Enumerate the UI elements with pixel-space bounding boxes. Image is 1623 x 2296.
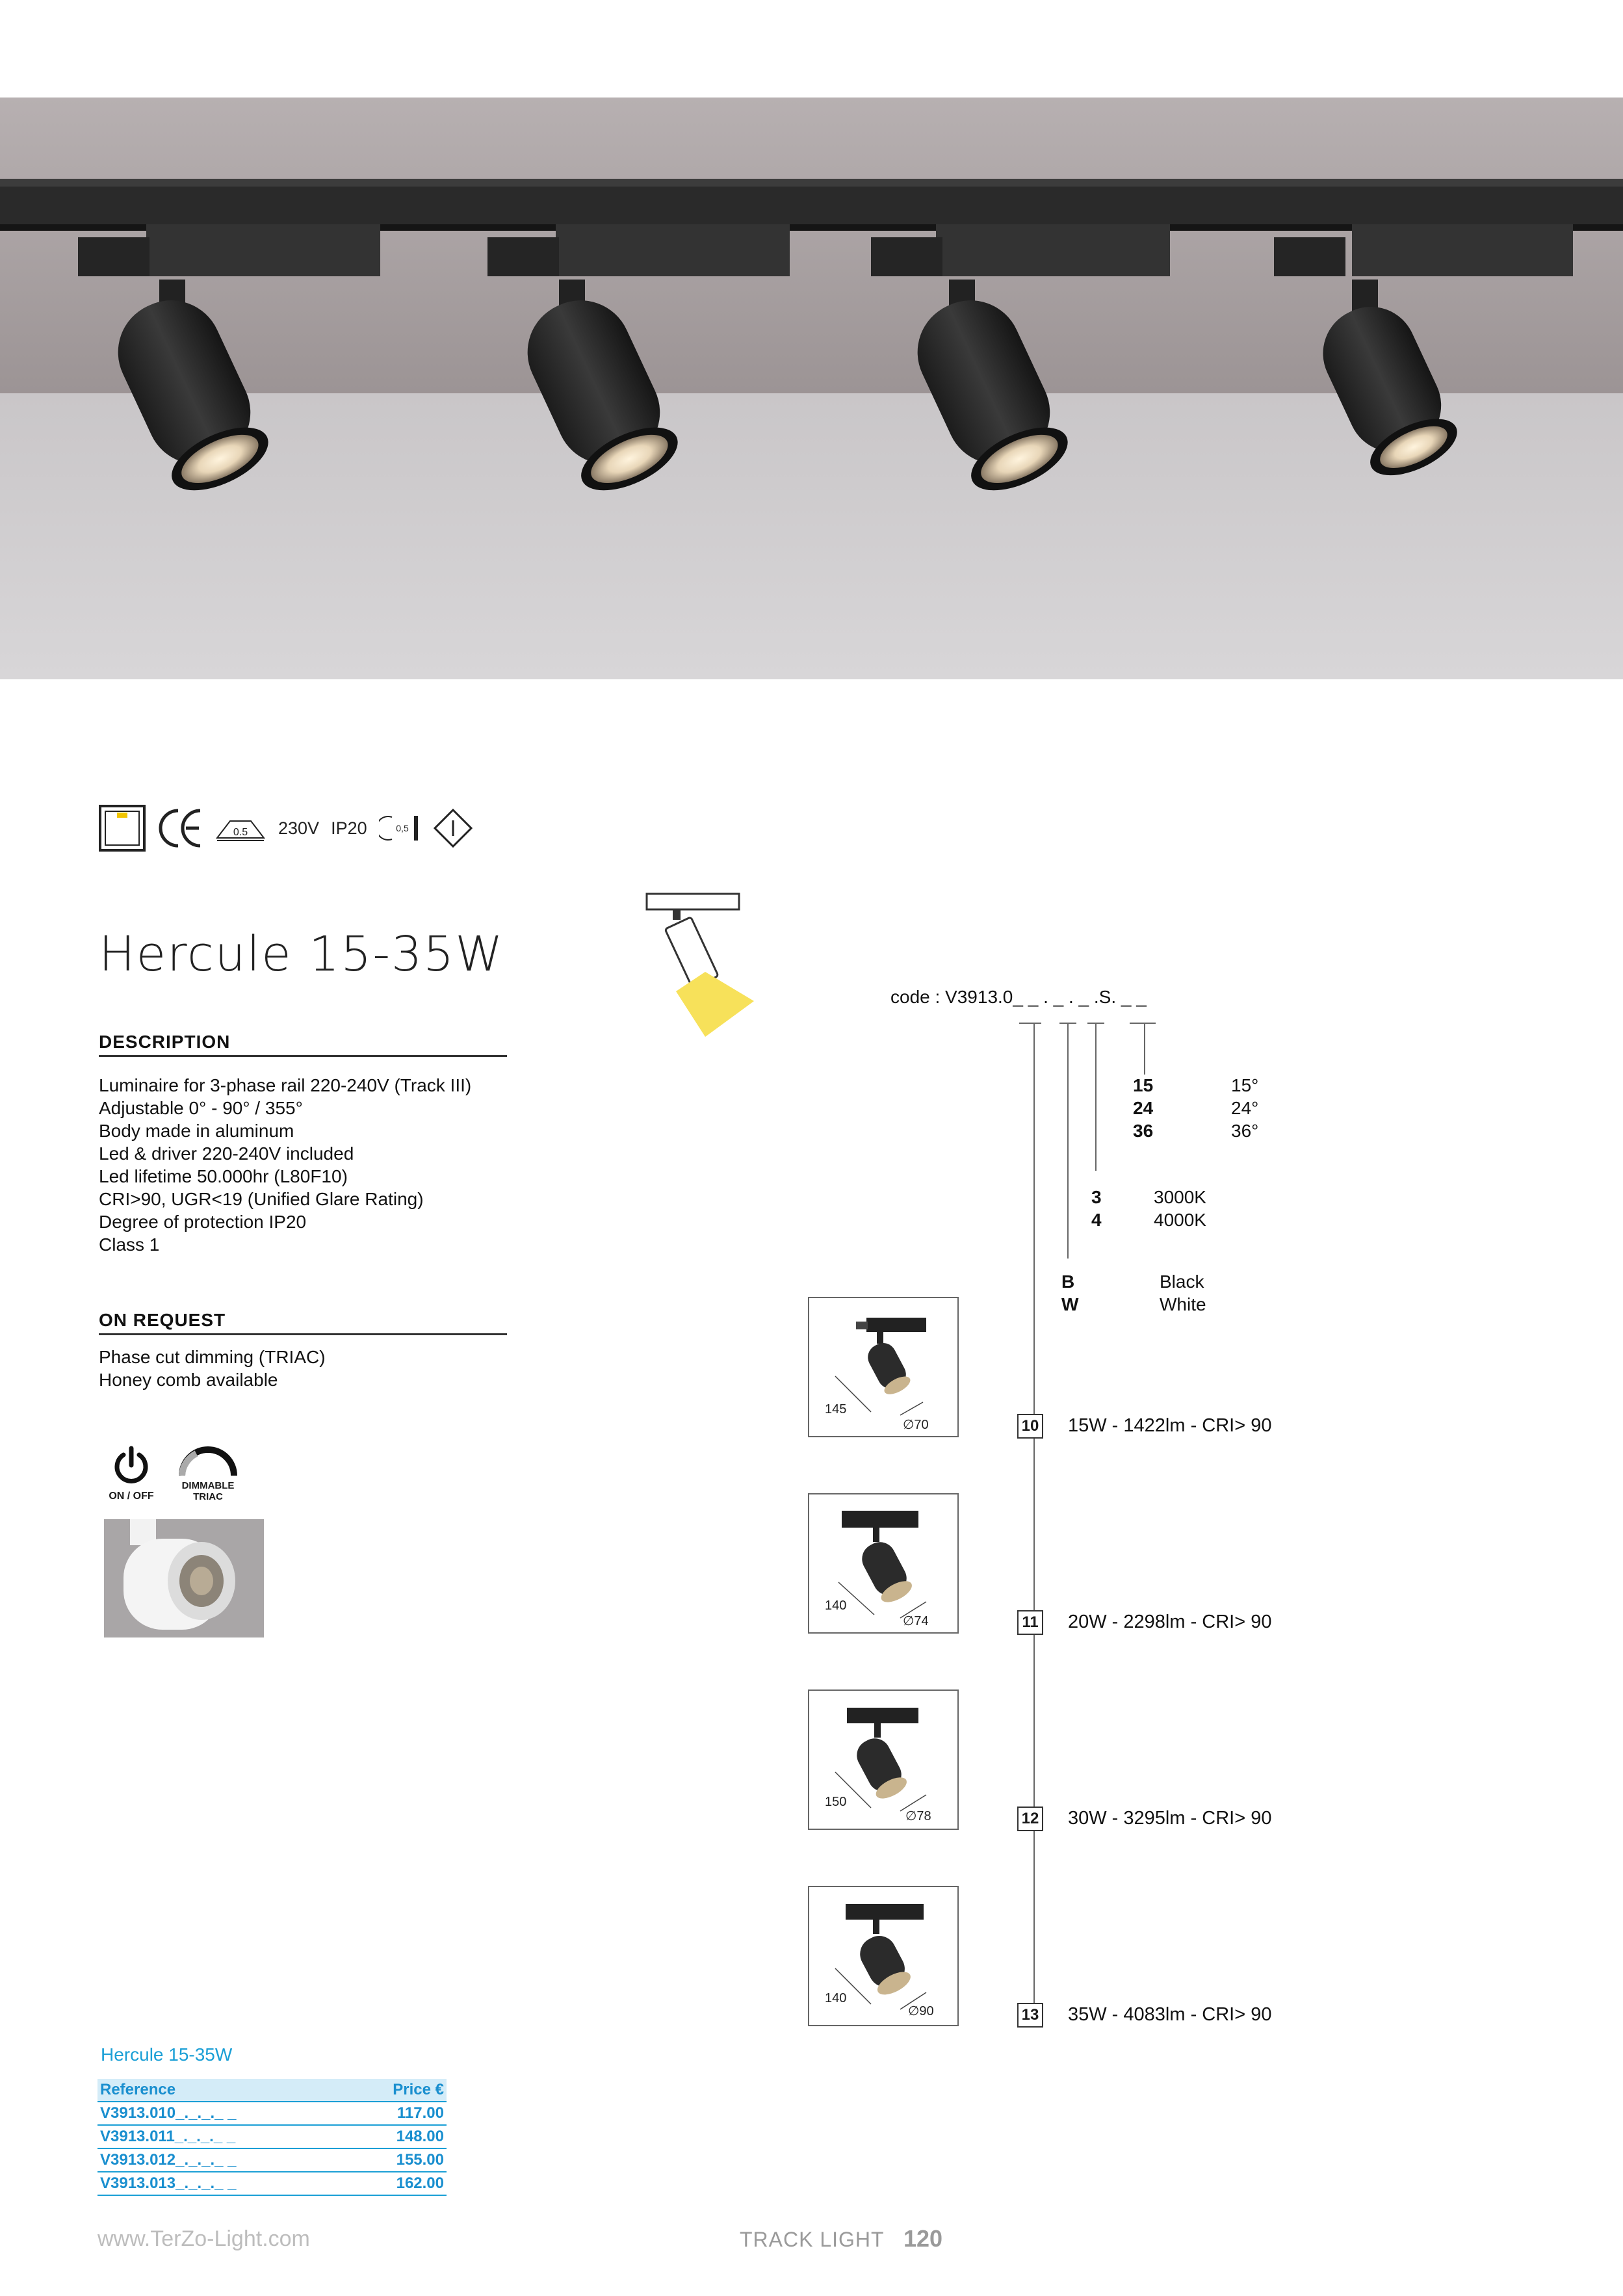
price-cell: 162.00 xyxy=(347,2172,447,2195)
on-off-label: ON / OFF xyxy=(109,1491,154,1502)
ip-rating-label: IP20 xyxy=(331,818,367,838)
variant-drawing-box xyxy=(808,1689,959,1830)
class-2-icon xyxy=(99,805,146,852)
cct-values xyxy=(1154,1186,1206,1231)
tree-tick xyxy=(1130,1023,1156,1024)
on-off-feature xyxy=(104,1444,159,1502)
dimmable-feature xyxy=(172,1444,244,1502)
variant-spec: 30W - 3295lm - CRI> 90 xyxy=(1068,1808,1272,1829)
beam-angle-keys xyxy=(1133,1074,1153,1142)
beam-key: 15 xyxy=(1133,1075,1154,1095)
reference-cell: V3913.011_._._._ _ xyxy=(97,2125,347,2148)
on-request-heading: ON REQUEST xyxy=(99,1310,226,1330)
finish-key: W xyxy=(1061,1294,1079,1314)
on-request-divider xyxy=(99,1333,507,1335)
table-row xyxy=(97,2125,447,2148)
description-line: CRI>90, UGR<19 (Unified Glare Rating) xyxy=(99,1189,424,1209)
variant-number: 10 xyxy=(1017,1414,1043,1439)
description-line: Led lifetime 50.000hr (L80F10) xyxy=(99,1166,348,1186)
variant-height: 150 xyxy=(825,1795,847,1809)
price-cell: 155.00 xyxy=(347,2148,447,2172)
table-row xyxy=(97,2148,447,2172)
variant-diameter: ∅74 xyxy=(903,1614,929,1628)
dimmable-label-2: TRIAC xyxy=(193,1491,223,1502)
on-request-line: Phase cut dimming (TRIAC) xyxy=(99,1347,326,1367)
variant-number: 12 xyxy=(1017,1807,1043,1831)
finish-key: B xyxy=(1061,1272,1075,1292)
voltage-label: 230V xyxy=(278,818,320,838)
cct-key: 4 xyxy=(1091,1210,1102,1230)
variant-spec: 15W - 1422lm - CRI> 90 xyxy=(1068,1415,1272,1436)
finish-keys xyxy=(1061,1270,1078,1316)
price-header: Price € xyxy=(347,2079,447,2102)
variant-spec: 35W - 4083lm - CRI> 90 xyxy=(1068,2004,1272,2025)
price-table-header-row xyxy=(97,2079,447,2102)
variant-drawing-box xyxy=(808,1886,959,2026)
finish-value: White xyxy=(1160,1294,1206,1314)
table-row xyxy=(97,2172,447,2195)
white-version-photo xyxy=(104,1519,264,1637)
tree-line-wattage xyxy=(1033,1023,1035,2012)
description-line: Luminaire for 3-phase rail 220-240V (Track III) xyxy=(99,1075,472,1095)
beam-value: 15° xyxy=(1231,1075,1259,1095)
finish-values xyxy=(1160,1270,1206,1316)
code-label: code : V3913.0_ _ . _ . _ .S. _ _ xyxy=(890,987,1147,1007)
price-table-title: Hercule 15-35W xyxy=(101,2044,233,2065)
distance-label: 0.5 xyxy=(233,827,248,838)
tree-line-finish xyxy=(1067,1023,1069,1259)
track-spot-diagram xyxy=(640,891,757,1040)
dimmable-label-1: DIMMABLE xyxy=(181,1480,235,1491)
description-divider xyxy=(99,1055,507,1057)
reference-cell: V3913.012_._._._ _ xyxy=(97,2148,347,2172)
cct-value: 4000K xyxy=(1154,1210,1206,1230)
reference-header: Reference xyxy=(97,2079,347,2102)
variant-number: 11 xyxy=(1017,1610,1043,1635)
footer-website-link[interactable]: www.TerZo-Light.com xyxy=(97,2226,310,2251)
on-request-list xyxy=(99,1346,326,1391)
description-line: Body made in aluminum xyxy=(99,1121,294,1141)
page-number: 120 xyxy=(903,2225,943,2252)
description-list xyxy=(99,1074,471,1256)
beam-angle-values xyxy=(1231,1074,1258,1142)
variant-diameter: ∅70 xyxy=(903,1418,929,1432)
description-line: Degree of protection IP20 xyxy=(99,1212,307,1232)
hero-product-photo xyxy=(0,98,1623,679)
table-row xyxy=(97,2102,447,2125)
price-cell: 148.00 xyxy=(347,2125,447,2148)
price-cell: 117.00 xyxy=(347,2102,447,2125)
finish-value: Black xyxy=(1160,1272,1204,1292)
beam-value: 24° xyxy=(1231,1098,1259,1118)
variant-drawing-box xyxy=(808,1493,959,1634)
cct-keys xyxy=(1091,1186,1102,1231)
beam-key: 24 xyxy=(1133,1098,1154,1118)
description-heading: DESCRIPTION xyxy=(99,1032,231,1052)
variant-diameter: ∅90 xyxy=(908,2004,934,2018)
variant-drawing-box xyxy=(808,1297,959,1437)
variant-height: 140 xyxy=(825,1598,847,1613)
power-icon xyxy=(110,1444,152,1486)
footer-section-name: TRACK LIGHT xyxy=(740,2228,885,2251)
ce-mark-icon xyxy=(157,805,203,851)
dimmer-arc-icon xyxy=(177,1444,239,1477)
cct-value: 3000K xyxy=(1154,1187,1206,1207)
surface-distance-icon xyxy=(214,812,266,844)
beam-key: 36 xyxy=(1133,1121,1154,1141)
beam-distance-label: 0,5 xyxy=(395,823,409,833)
variant-height: 140 xyxy=(825,1991,847,2005)
product-title: Hercule 15-35W xyxy=(99,926,504,982)
price-table xyxy=(97,2079,447,2196)
diamond-class-icon xyxy=(432,807,474,849)
variant-diameter: ∅78 xyxy=(905,1809,931,1823)
variant-number: 13 xyxy=(1017,2003,1043,2028)
dimmer-icon xyxy=(379,812,421,844)
description-line: Led & driver 220-240V included xyxy=(99,1143,354,1164)
tree-line-cct xyxy=(1095,1023,1097,1171)
beam-value: 36° xyxy=(1231,1121,1259,1141)
variant-spec: 20W - 2298lm - CRI> 90 xyxy=(1068,1611,1272,1632)
cct-key: 3 xyxy=(1091,1187,1102,1207)
description-line: Class 1 xyxy=(99,1234,160,1255)
description-line: Adjustable 0° - 90° / 355° xyxy=(99,1098,303,1118)
tree-line-beam xyxy=(1144,1023,1145,1075)
reference-cell: V3913.013_._._._ _ xyxy=(97,2172,347,2195)
on-request-line: Honey comb available xyxy=(99,1370,278,1390)
tree-tick xyxy=(1019,1023,1041,1024)
reference-cell: V3913.010_._._._ _ xyxy=(97,2102,347,2125)
variant-height: 145 xyxy=(825,1402,847,1416)
certification-strip xyxy=(99,805,474,852)
